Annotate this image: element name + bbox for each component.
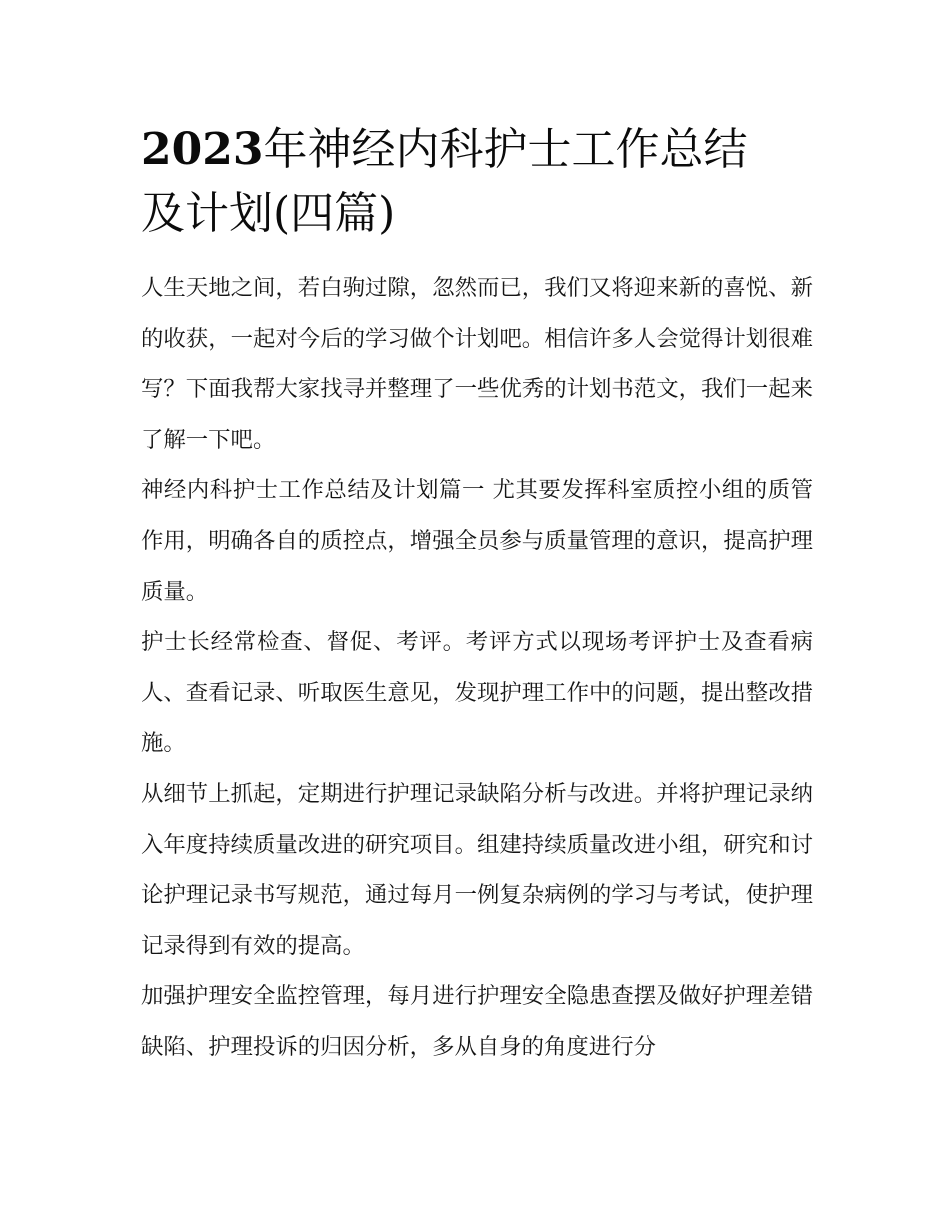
paragraph-intro: 人生天地之间，若白驹过隙，忽然而已，我们又将迎来新的喜悦、新的收获，一起对今后的学习做个计划吧。相信许多人会觉得计划很难写？下面我帮大家找寻并整理了一些优秀的计划书范文，我们一起来了解一下吧。 xyxy=(141,275,813,453)
paragraph-2: 护士长经常检查、督促、考评。考评方式以现场考评护士及查看病人、查看记录、听取医生意见，发现护理工作中的问题，提出整改措施。 xyxy=(141,629,813,757)
document-body xyxy=(141,263,813,1073)
paragraph-4: 加强护理安全监控管理，每月进行护理安全隐患查摆及做好护理差错缺陷、护理投诉的归因分析，多从自身的角度进行分 xyxy=(141,983,813,1060)
document-title xyxy=(141,118,813,246)
document-title-line-1: 2023年神经内科护士工作总结 xyxy=(141,124,748,175)
document-content xyxy=(141,118,813,1073)
document-title-line-2: 及计划(四篇) xyxy=(141,188,396,239)
paragraph-3: 从细节上抓起，定期进行护理记录缺陷分析与改进。并将护理记录纳入年度持续质量改进的研究项目。组建持续质量改进小组，研究和讨论护理记录书写规范，通过每月一例复杂病例的学习与考试，使护理记录得到有效的提高。 xyxy=(141,780,813,959)
paragraph-1: 神经内科护士工作总结及计划篇一 尤其要发挥科室质控小组的质管作用，明确各自的质控点，增强全员参与质量管理的意识，提高护理质量。 xyxy=(141,477,813,605)
document-title-year: 2023 xyxy=(141,124,264,175)
